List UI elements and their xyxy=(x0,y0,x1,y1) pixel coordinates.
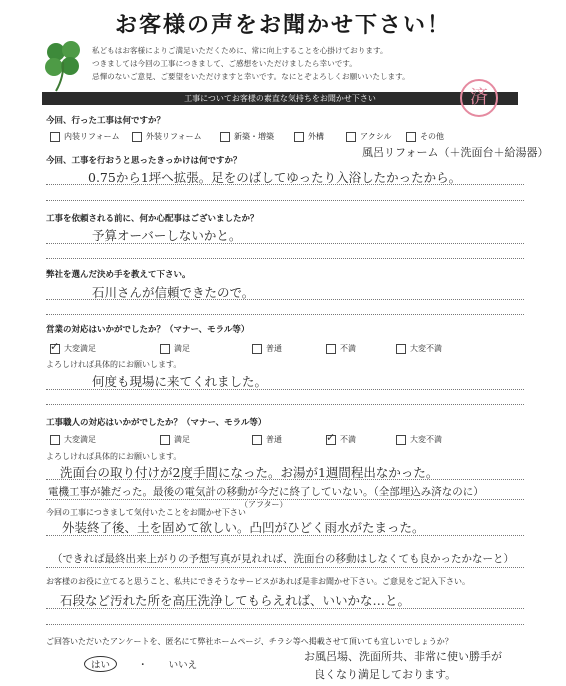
answer-line xyxy=(46,200,524,201)
reason-prompt: よろしければ具体的にお願いします。 xyxy=(46,360,182,369)
section-banner: 工事についてお客様の素直な気持ちをお聞かせ下さい xyxy=(42,92,518,105)
reason-prompt: よろしければ具体的にお願いします。 xyxy=(46,452,182,461)
checkbox[interactable] xyxy=(160,435,170,445)
option-label: 満足 xyxy=(174,344,190,353)
option-label: その他 xyxy=(420,132,444,141)
completed-stamp: 済 xyxy=(460,79,498,117)
option-very-dissatisfied[interactable] xyxy=(396,343,476,354)
answer-line xyxy=(46,389,524,390)
checkbox[interactable] xyxy=(346,132,356,142)
option-very-dissatisfied[interactable] xyxy=(396,434,476,445)
option-label: 内装リフォーム xyxy=(64,132,120,141)
option-very-satisfied[interactable] xyxy=(50,434,160,445)
checkbox[interactable] xyxy=(294,132,304,142)
checkbox-checked[interactable] xyxy=(326,435,336,445)
checkbox[interactable] xyxy=(326,344,336,354)
question-craftsman-rating: 工事職人の対応はいかがでしたか？（マナー、モラル等） xyxy=(46,418,267,428)
question-feedback: 今回の工事につきまして気付いたことをお聞かせ下さい xyxy=(46,508,246,517)
question-motivation: 今回、工事を行おうと思ったきっかけは何ですか？ xyxy=(46,156,242,166)
sales-rating-options xyxy=(50,343,476,354)
question-work-type: 今回、行った工事は何ですか？ xyxy=(46,116,166,126)
answer-motivation: 0.75から1坪へ拡張。足をのばしてゆったり入浴したかったから。 xyxy=(88,170,462,185)
intro-line: 忌憚のないご意見、ご要望をいただけますと幸いです。なにとぞよろしくお願いいたします。 xyxy=(92,72,410,81)
answer-yes-circled[interactable]: はい xyxy=(84,656,117,672)
comment-line-1: お風呂場、洗面所共、非常に使い勝手が xyxy=(304,650,502,663)
option-axil[interactable] xyxy=(346,131,406,142)
option-satisfied[interactable] xyxy=(160,343,252,354)
option-label: 大変満足 xyxy=(64,344,96,353)
answer-line xyxy=(46,184,524,185)
option-label: 満足 xyxy=(174,435,190,444)
intro-line: つきましては今回の工事につきまして、ご感想をいただけましたら幸いです。 xyxy=(92,59,357,68)
option-normal[interactable] xyxy=(252,343,326,354)
answer-no[interactable]: いいえ xyxy=(168,660,198,671)
checkbox[interactable] xyxy=(220,132,230,142)
answer-line xyxy=(46,608,524,609)
answer-sales-reason: 何度も現場に来てくれました。 xyxy=(92,374,268,389)
question-services: お客様のお役に立てると思うこと、私共にできそうなサービスがあれば是非お聞かせ下さい。ご意見をご記入下さい。 xyxy=(46,577,470,586)
option-label: アクシル xyxy=(360,132,392,141)
option-dissatisfied[interactable] xyxy=(326,343,396,354)
answer-separator: ・ xyxy=(138,660,148,671)
answer-line xyxy=(46,567,524,568)
checkbox[interactable] xyxy=(406,132,416,142)
option-label: 大変満足 xyxy=(64,435,96,444)
checkbox-checked[interactable] xyxy=(50,344,60,354)
question-deciding-factor: 弊社を選んだ決め手を教えて下さい。 xyxy=(46,270,191,280)
answer-craftsman-reason-1: 洗面台の取り付けが2度手間になった。お湯が1週間程出なかった。 xyxy=(60,465,439,480)
answer-services: 石段など汚れた所を高圧洗浄してもらえれば、いいかな…と。 xyxy=(60,593,411,608)
checkbox[interactable] xyxy=(252,344,262,354)
answer-line xyxy=(46,479,524,480)
option-label: 新築・増築 xyxy=(234,132,274,141)
intro-line: 私どもはお客様によりご満足いただくために、常に向上することを心掛けております。 xyxy=(92,46,388,55)
checkbox[interactable] xyxy=(396,435,406,445)
answer-deciding-factor: 石川さんが信頼できたので。 xyxy=(92,285,255,300)
option-exterior-structure[interactable] xyxy=(294,131,346,142)
option-label: 不満 xyxy=(340,435,356,444)
clover-logo xyxy=(40,38,88,92)
comment-line-2: 良くなり満足しております。 xyxy=(314,668,457,681)
answer-feedback-1: 外装終了後、土を固めて欲しい。凸凹がひどく雨水がたまった。 xyxy=(62,520,425,535)
publish-answer xyxy=(84,656,197,672)
option-interior[interactable] xyxy=(50,131,132,142)
question-sales-rating: 営業の対応はいかがでしたか？（マナー、モラル等） xyxy=(46,325,250,335)
option-label: 大変不満 xyxy=(410,344,442,353)
option-very-satisfied[interactable] xyxy=(50,343,160,354)
answer-craftsman-reason-2: 電機工事が雑だった。最後の電気計の移動が今だに終了していない。（全部埋込み済なのに） xyxy=(48,486,484,498)
option-label: 大変不満 xyxy=(410,435,442,444)
option-label: 不満 xyxy=(340,344,356,353)
answer-line xyxy=(46,243,524,244)
craftsman-rating-options xyxy=(50,434,476,445)
answer-line xyxy=(46,624,524,625)
option-dissatisfied[interactable] xyxy=(326,434,396,445)
answer-line xyxy=(46,299,524,300)
answer-line xyxy=(46,314,524,315)
insert-after: （アフター） xyxy=(240,500,288,509)
answer-line xyxy=(46,258,524,259)
option-newbuild[interactable] xyxy=(220,131,294,142)
answer-feedback-2: （できれば最終出来上がりの予想写真が見れれば、洗面台の移動はしなくても良かったかなーと） xyxy=(52,553,514,565)
answer-concerns: 予算オーバーしないかと。 xyxy=(92,228,242,243)
option-label: 普通 xyxy=(266,435,282,444)
page-title: お客様の声をお聞かせ下さい！ xyxy=(114,13,451,38)
answer-line xyxy=(46,404,524,405)
checkbox[interactable] xyxy=(252,435,262,445)
question-publish-permission: ご回答いただいたアンケートを、匿名にて弊社ホームページ、チラシ等へ掲載させて頂いても宜しいでしょうか？ xyxy=(46,637,453,646)
checkbox[interactable] xyxy=(50,132,60,142)
option-label: 外装リフォーム xyxy=(146,132,202,141)
option-exterior[interactable] xyxy=(132,131,220,142)
answer-line xyxy=(46,535,524,536)
option-label: 普通 xyxy=(266,344,282,353)
checkbox[interactable] xyxy=(50,435,60,445)
option-other[interactable] xyxy=(406,131,466,142)
question-concerns: 工事を依頼される前に、何か心配事はございましたか？ xyxy=(46,214,259,224)
checkbox[interactable] xyxy=(160,344,170,354)
checkbox[interactable] xyxy=(132,132,142,142)
option-satisfied[interactable] xyxy=(160,434,252,445)
option-normal[interactable] xyxy=(252,434,326,445)
intro-text xyxy=(92,44,552,83)
work-type-options xyxy=(50,131,466,142)
option-label: 外構 xyxy=(308,132,324,141)
checkbox[interactable] xyxy=(396,344,406,354)
answer-work-type: 風呂リフォーム（＋洗面台＋給湯器） xyxy=(362,146,549,159)
